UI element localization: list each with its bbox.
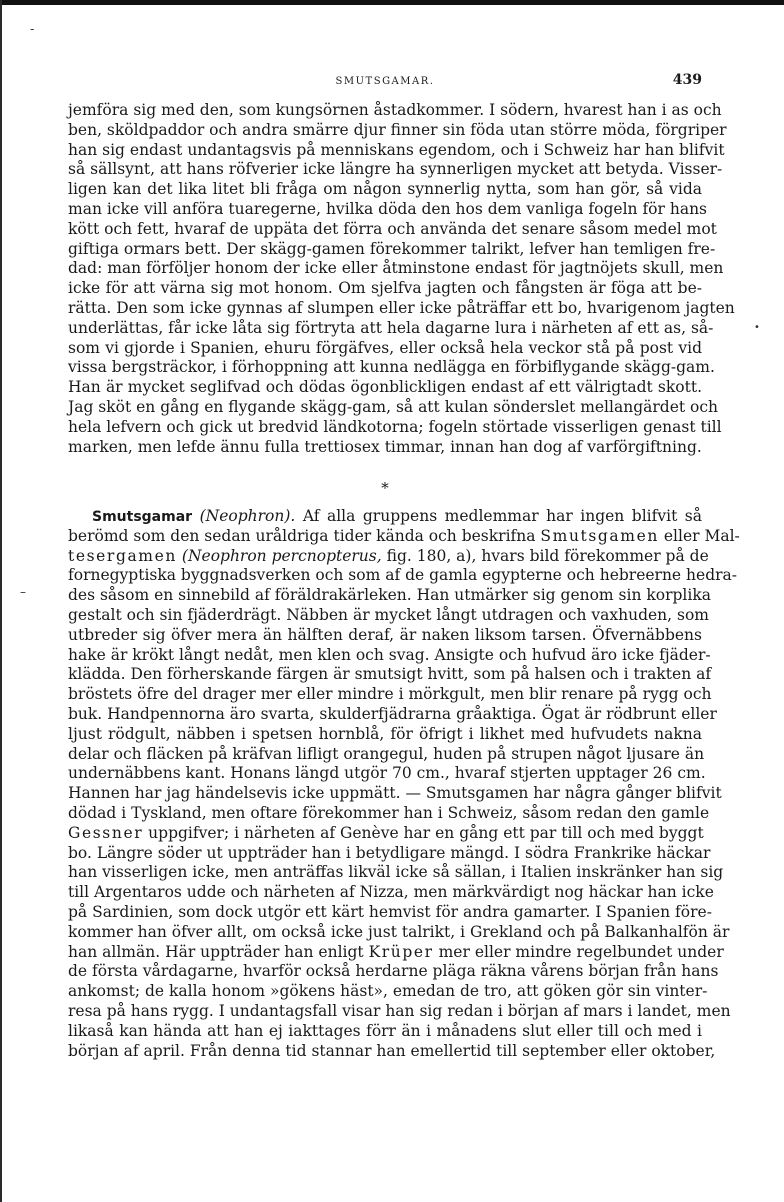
text-line: delar och fläcken på kräfvan lifligt orangegul, huden på strupen något ljusare än — [68, 744, 705, 763]
text-line: hela lefvern och gick ut bredvid ländkotorna; fogeln störtade visserligen genast till — [68, 417, 722, 436]
text-line: ljust rödgult, näbben i spetsen hornblå, för öfrigt i likhet med hufvudets nakna — [68, 724, 702, 743]
text-line: Han är mycket seglifvad och dödas ögonblickligen endast af ett välrigtadt skott. — [68, 378, 702, 397]
text-line-heading: Smutsgamar (Neophron). Af alla gruppens medlemmar har ingen blifvit så — [92, 507, 702, 525]
text-line: bo. Längre söder ut uppträder han i betydligare mängd. I södra Frankrike häckar — [68, 843, 711, 862]
text-line: marken, men lefde ännu fulla trettiosex timmar, innan han dog af varförgiftning. — [68, 437, 702, 456]
paragraph-skagg-gam — [68, 101, 735, 457]
text-line: ankomst; de kalla honom »gökens häst», emedan de tro, att göken gör sin vinter- — [68, 982, 708, 1001]
text-line: man icke vill anföra tuaregerne, hvilka döda den hos dem vanliga fogeln för hans — [68, 199, 708, 218]
text-line: resa på hans rygg. I undantagsfall visar han sig redan i början af mars i landet, men — [68, 1001, 731, 1020]
text-line: buk. Handpennorna äro svarta, skulderfjädrarna gråaktiga. Ögat är rödbrunt eller — [68, 704, 717, 723]
text-line: tesergamen (Neophron percnopterus, fig. 180, a), hvars bild förekommer på de — [68, 546, 709, 565]
text-line: rätta. Den som icke gynnas af slumpen eller icke påträffar ett bo, hvarigenom jagten — [68, 298, 735, 317]
latin-name: (Neophron percnopterus, — [181, 546, 382, 565]
text-line: Jag sköt en gång en flygande skägg-gam, så att kulan sönderslet mellangärdet och — [68, 397, 719, 416]
scan-left-border — [0, 0, 2, 1202]
text-line: vissa bergsträckor, i förhoppning att kunna nedlägga en förbiflygande skägg-gam. — [68, 358, 715, 377]
section-separator: * — [381, 479, 389, 497]
text-line: fornegyptiska byggnadsverken och som af de gamla egypterne och hebreerne hedra- — [68, 566, 737, 585]
text-line: des såsom en sinnebild af föräldrakärleken. Han utmärker sig genom sin korplika — [68, 586, 711, 605]
species-name: Smutsgamen — [540, 526, 659, 545]
running-title: SMUTSGAMAR. — [335, 76, 435, 87]
text-line: dad: man förföljer honom der icke eller åtminstone endast för jagtnöjets skull, men — [68, 259, 724, 278]
text-line: klädda. Den förherskande färgen är smutsigt hvitt, som på halsen och i trakten af — [68, 665, 712, 684]
text-line: Gessner uppgifver; i närheten af Genève har en gång ett par till och med byggt — [68, 823, 704, 842]
margin-mark-right: • — [754, 322, 760, 333]
text-line: han visserligen icke, men anträffas likväl icke så sällan, i Italien inskränker han sig — [68, 863, 724, 882]
genus-name: (Neophron). — [199, 507, 296, 525]
text-line: giftiga ormars bett. Der skägg-gamen förekommer talrikt, lefver han temligen fre- — [68, 239, 716, 258]
text-line: gestalt och sin fjäderdrägt. Näbben är mycket långt utdragen och vaxhuden, som — [68, 605, 709, 624]
text-line: dödad i Tyskland, men oftare förekommer han i Schweiz, såsom redan den gamle — [68, 803, 710, 822]
text-line: likaså kan hända att han ej iakttages förr än i månadens slut eller till och med i — [68, 1021, 702, 1040]
text-line: kommer han öfver allt, om också icke just talrikt, i Grekland och på Balkanhalfön är — [68, 922, 730, 941]
section-heading: Smutsgamar — [92, 509, 193, 525]
text-line: så sällsynt, att hans röfverier icke längre ha synnerligen mycket att betyda. Visser- — [68, 160, 723, 179]
text-line: ligen kan det lika litet bli fråga om någon synnerlig nytta, som han gör, så vida — [68, 180, 702, 199]
scan-top-border — [0, 0, 784, 5]
text-line: underlättas, får icke låta sig förtryta att hela dagarne lura i närheten af ett as, så- — [68, 318, 714, 337]
text-line: utbreder sig öfver mera än hälften deraf, är naken liksom tarsen. Öfvernäbbens — [68, 625, 702, 644]
text-line: kött och fett, hvaraf de uppäta det förra och använda det senare såsom medel mot — [68, 219, 717, 238]
text-line: som vi gjorde i Spanien, ehuru förgäfves, eller också hela veckor stå på post vid — [68, 338, 702, 357]
person-name-gessner: Gessner — [68, 823, 144, 842]
text-line: till Argentaros udde och närheten af Nizza, men märkvärdigt nog häckar han icke — [68, 883, 714, 902]
running-head — [68, 70, 702, 92]
text-line: ben, sköldpaddor och andra smärre djur finner sin föda utan större möda, förgriper — [68, 120, 727, 139]
margin-mark-left-dash: – — [20, 585, 26, 599]
text-line: de första vårdagarne, hvarför också herdarne pläga räkna vårens början från hans — [68, 962, 719, 981]
person-name-kruper: Krüper — [368, 942, 434, 961]
text-line: början af april. Från denna tid stannar han emellertid till september eller oktober, — [68, 1041, 716, 1060]
text-line: han sig endast undantagsvis på menniskans egendom, och i Schweiz har han blifvit — [68, 140, 725, 159]
text-line: jemföra sig med den, som kungsörnen åstadkommer. I södern, hvarest han i as och — [68, 101, 722, 119]
text-line: hake är krökt långt nedåt, men klen och svag. Ansigte och hufvud äro icke fjäder- — [68, 645, 711, 664]
text-line: undernäbbens kant. Honans längd utgör 70 cm., hvaraf stjerten upptager 26 cm. — [68, 764, 706, 783]
margin-mark-top-left: - — [30, 22, 35, 36]
text-line: på Sardinien, som dock utgör ett kärt hemvist för andra gamarter. I Spanien före- — [68, 902, 712, 921]
species-name-alt: tesergamen — [68, 546, 177, 565]
text-line: berömd som den sedan uråldriga tider kända och beskrifna Smutsgamen eller Mal- — [68, 526, 740, 545]
page-number: 439 — [672, 72, 702, 88]
paragraph-smutsgamar — [68, 507, 740, 1061]
text-line: Hannen har jag händelsevis icke uppmätt. — Smutsgamen har några gånger blifvit — [68, 784, 722, 803]
text-line: bröstets öfre del drager mer eller mindre i mörkgult, men blir renare på rygg och — [68, 685, 712, 704]
text-line: icke för att värna sig mot honom. Om sjelfva jagten och fångsten är föga att be- — [68, 279, 702, 298]
text-line: han allmän. Här uppträder han enligt Krüper mer eller mindre regelbundet under — [68, 942, 724, 961]
